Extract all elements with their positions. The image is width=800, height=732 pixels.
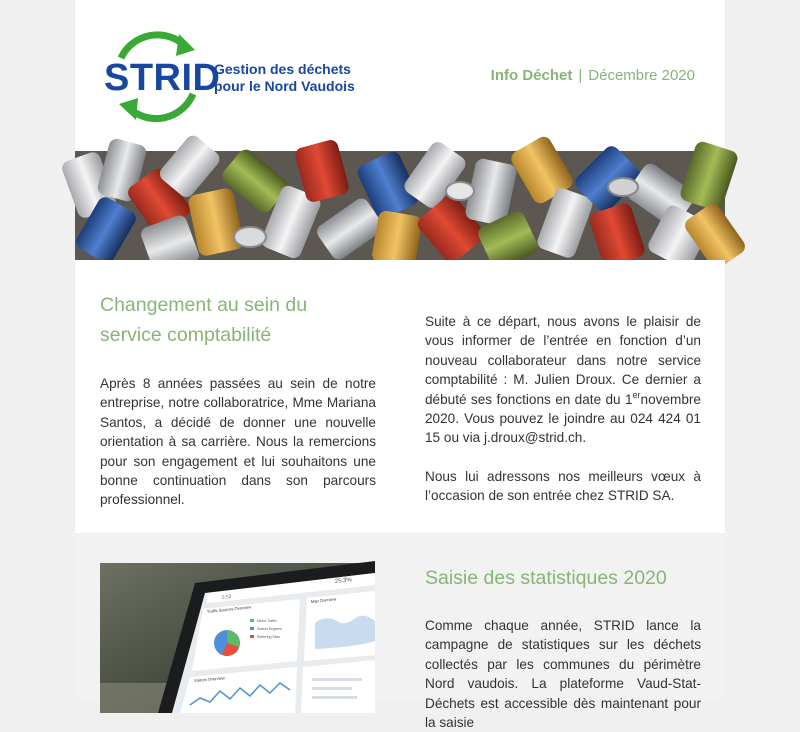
brand-tagline — [214, 61, 364, 95]
paragraph-text-end: novembre 2020. Vous pouvez le joindre au 024 424 01 15 ou via j.droux@strid.ch. — [425, 391, 701, 446]
photo-kpi-value: 25.3% — [334, 577, 353, 585]
photo-card-title-3: Visitors Overview — [193, 675, 225, 683]
article-paragraph-departure: Après 8 années passées au sein de notre entreprise, notre collaboratrice, Mme Mariana Santos, a décidé de donner une nouvelle orientation à sa carrière. Nous la remercions pour son engagement et lui souhaitons une bonne continuation dans son parcours professionnel. — [100, 376, 376, 508]
paragraph-text-start: Suite à ce départ, nous avons le plaisir de vous informer de l’entrée en fonction d’un nouveau collaborateur dans notre service comptabilité : M. Julien Droux. Ce dernier a débuté ses fonctions en date du 1 — [425, 314, 701, 407]
article-title-line-2: service comptabilité — [100, 324, 272, 346]
strid-logo[interactable] — [103, 30, 353, 122]
banner-image — [75, 151, 725, 260]
issue-label — [491, 67, 695, 84]
newsletter-header — [75, 0, 725, 151]
article-accounting-change — [75, 260, 725, 533]
issue-date: Décembre 2020 — [588, 67, 695, 84]
tablet-statistics-photo — [100, 563, 375, 713]
article-statistics-paragraph: Comme chaque année, STRID lance la campagne de statistiques sur les déchets collectés par les communes du périmètre Nord vaudois. La plateforme Vaud-Stat-Déchets est accessible dès maintenant pour la saisie — [425, 618, 701, 731]
brand-wordmark: STRID — [104, 57, 221, 99]
article-title-line-1: Changement au sein du — [100, 294, 308, 316]
tagline-line-1: Gestion des déchets — [214, 61, 351, 77]
article-right-column — [425, 312, 701, 506]
recycling-cans-photo — [75, 151, 725, 260]
photo-legend-1: Direct Traffic — [257, 619, 277, 623]
ordinal-suffix: er — [632, 389, 641, 400]
tagline-line-2: pour le Nord Vaudois — [214, 78, 355, 94]
photo-card-title-2: Map Overview — [310, 596, 337, 604]
photo-legend-3: Referring Sites — [257, 635, 281, 639]
article-statistics — [75, 533, 725, 731]
article-statistics-title: Saisie des statistiques 2020 — [425, 567, 667, 589]
article-title — [100, 290, 376, 350]
article-statistics-text — [425, 563, 701, 732]
issue-kind: Info Déchet — [490, 67, 573, 84]
tablet-chart-illustration — [100, 563, 375, 713]
photo-kpi-label: 3.52 — [221, 594, 232, 601]
newsletter-frame — [75, 0, 725, 731]
photo-card-title-1: Traffic Sources Overview — [206, 604, 252, 614]
article-paragraph-wishes: Nous lui adressons nos meilleurs vœux à l’occasion de son entrée chez STRID SA. — [425, 468, 701, 504]
issue-separator: | — [578, 67, 583, 84]
article-paragraph-arrival — [425, 312, 701, 448]
article-left-column — [100, 290, 376, 510]
photo-legend-2: Search Engines — [257, 627, 282, 631]
